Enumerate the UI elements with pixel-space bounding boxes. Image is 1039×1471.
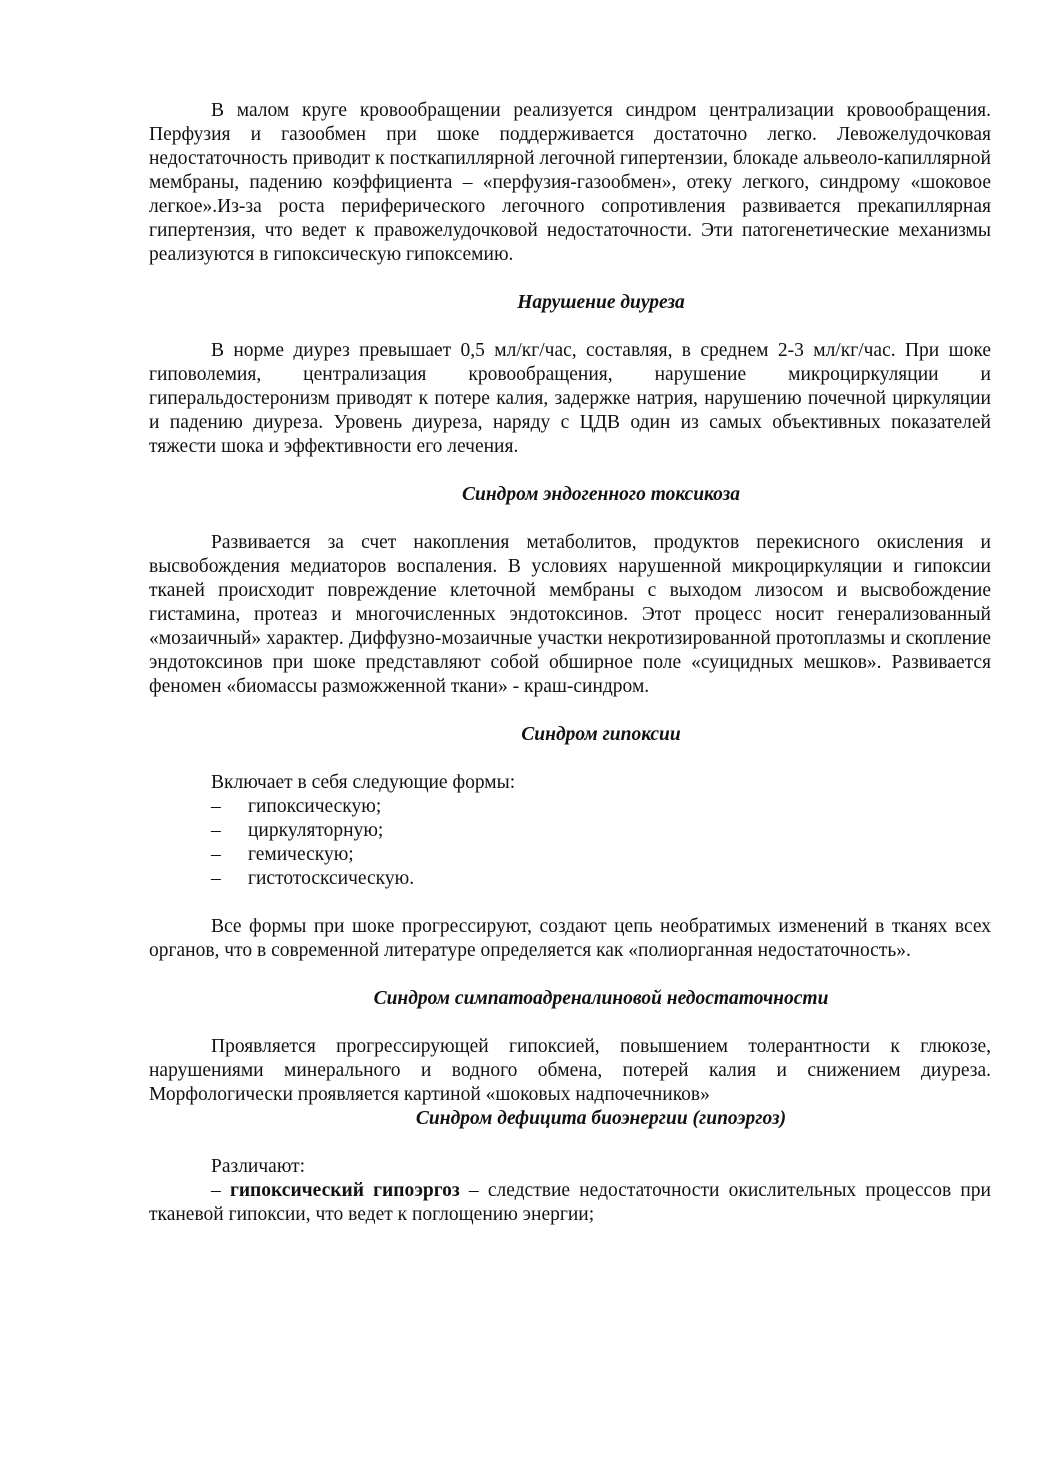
- heading-bioenergy-deficit: Синдром дефицита биоэнергии (гипоэргоз): [415, 1108, 787, 1129]
- list-item: – гемическую;: [211, 844, 354, 865]
- bioenergy-item: – гипоксический гипоэргоз – следствие недостаточности окислительных процессов при тканевой гипоксии, что ведет к поглощению энергии;: [149, 1180, 991, 1225]
- hypoxia-forms-list: [149, 795, 991, 891]
- document-page: [149, 99, 991, 1227]
- paragraph-toxicosis: Развивается за счет накопления метаболитов, продуктов перекисного окисления и высвобождения медиаторов воспаления. В условиях нарушенной микроциркуляции и гипоксии тканей происходит повреждение клеточной мембраны с выходом лизосом и высвобождение гистамина, протеаз и многочисленных эндотоксинов. Этот процесс носит генерализованный «мозаичный» характер. Диффузно-мозаичные участки некротизированной протоплазмы и скопление эндотоксинов при шоке представляют собой обширное поле «суицидных мешков». Развивается феномен «биомассы разможженной ткани» - краш-синдром.: [149, 532, 991, 697]
- paragraph-hypoxia-summary: Все формы при шоке прогрессируют, создают цепь необратимых изменений в тканях всех органов, что в современной литературе определяется как «полиорганная недостаточность».: [149, 916, 991, 961]
- bioenergy-intro: Различают:: [211, 1156, 306, 1177]
- paragraph-sympathoadrenal: Проявляется прогрессирующей гипоксией, повышением толерантности к глюкозе, нарушениями минерального и водного обмена, потерей калия и снижением диуреза. Морфологически проявляется картиной «шоковых надпочечников»: [149, 1036, 991, 1105]
- dash-marker: –: [211, 796, 221, 817]
- dash-marker: –: [211, 868, 221, 889]
- paragraph-diuresis: В норме диурез превышает 0,5 мл/кг/час, составляя, в среднем 2-3 мл/кг/час. При шоке гиповолемия, централизация кровообращения, нарушение микроциркуляции и гиперальдостеронизм приводят к потере калия, задержке натрия, нарушению почечной циркуляции и падению диуреза. Уровень диуреза, наряду с ЦДВ один из самых объективных показателей тяжести шока и эффективности его лечения.: [149, 340, 991, 457]
- hypoxia-intro: Включает в себя следующие формы:: [211, 772, 516, 793]
- bioenergy-term: гипоксический гипоэргоз: [229, 1180, 460, 1201]
- dash-marker: –: [211, 844, 221, 865]
- heading-hypoxia: Синдром гипоксии: [521, 724, 681, 745]
- heading-diuresis: Нарушение диуреза: [517, 292, 685, 313]
- paragraph-pulmonary: В малом круге кровообращении реализуется синдром централизации кровообращения. Перфузия и газообмен при шоке поддерживается достаточно легко. Левожелудочковая недостаточность приводит к посткапиллярной легочной гипертензии, блокаде альвеоло-капиллярной мембраны, падению коэффициента – «перфузия-газообмен», отеку легкого, синдрому «шоковое легкое».Из-за роста периферического легочного сопротивления развивается прекапиллярная гипертензия, что ведет к правожелудочковой недостаточности. Эти патогенетические механизмы реализуются в гипоксическую гипоксемию.: [149, 100, 991, 265]
- heading-sympathoadrenal: Синдром симпатоадреналиновой недостаточности: [373, 988, 829, 1009]
- heading-endogenous-toxicosis: Синдром эндогенного токсикоза: [461, 484, 741, 505]
- dash-marker: –: [211, 820, 221, 841]
- list-item: – гистотосксическую.: [211, 868, 415, 889]
- list-item: – гипоксическую;: [211, 796, 382, 817]
- list-item: – циркуляторную;: [211, 820, 384, 841]
